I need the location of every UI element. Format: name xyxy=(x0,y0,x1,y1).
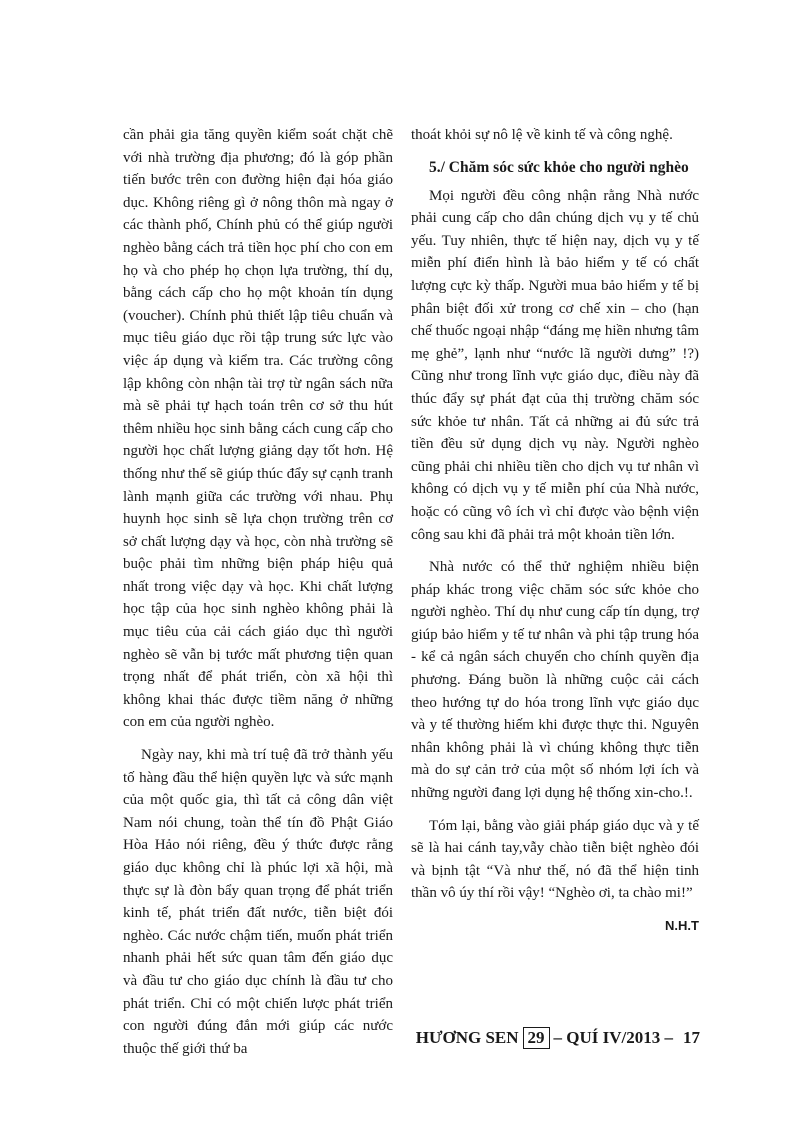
issue-number: 29 xyxy=(523,1027,550,1049)
section-heading: 5./ Chăm sóc sức khỏe cho người nghèo xyxy=(429,158,689,176)
author-signature: N.H.T xyxy=(665,918,699,933)
page-number: 17 xyxy=(683,1028,700,1047)
continuation-paragraph: thoát khỏi sự nô lệ về kinh tế và công nghệ. xyxy=(411,127,673,143)
right-column xyxy=(411,124,699,938)
body-paragraph: Ngày nay, khi mà trí tuệ đã trở thành yếu tố hàng đầu thể hiện quyền lực và sức mạnh của một quốc gia, thì tất cả công dân việt Nam nói chung, toàn thể tín đồ Phật Giáo Hòa Hảo nói riêng, đều ý thức được rằng giáo dục không chỉ là phúc lợi xã hội, mà thực sự là đòn bẩy quan trọng để phát triển kinh tế, phát triển đất nước, tiễn biệt đói nghèo. Các nước chậm tiến, muốn phát triển nhanh phải hết sức quan tâm đến giáo dục và đầu tư cho giáo dục chính là đầu tư cho phát triển. Chỉ có một chiến lược phát triển con người đúng đắn mới giúp các nước thuộc thế giới thứ ba xyxy=(123,747,393,1057)
body-paragraph: Tóm lại, bằng vào giải pháp giáo dục và y tế sẽ là hai cánh tay,vẫy chào tiễn biệt nghèo đói và bịnh tật “Và như thế, nó đã thể hiện tinh thần vô úy thí rồi vậy! “Nghèo ơi, ta chào mi!” xyxy=(411,817,699,902)
body-paragraph: Mọi người đều công nhận rằng Nhà nước phải cung cấp cho dân chúng dịch vụ y tế chủ yếu. Tuy nhiên, thực tế hiện nay, dịch vụ y tế miễn phí điển hình là bảo hiểm y tế có chất lượng cực kỳ thấp. Người mua bảo hiểm y tế bị phân biệt đối xử trong cơ chế xin – cho (hạn chế thuốc ngoại nhập “đáng mẹ hiền nhưng tâm mẹ ghẻ”, lạnh như “nước lã người dưng” !?) Cũng như trong lĩnh vực giáo dục, điều này đã thúc đẩy sự phát đạt của thị trường chăm sóc sức khỏe tư nhân. Tất cả những ai đủ sức trả tiền đều sử dụng dịch vụ này. Người nghèo cũng phải chi nhiều tiền cho dịch vụ tư nhân vì không có dịch vụ y tế miễn phí của Nhà nước, hoặc có cũng vô ích vì chỉ được vào bệnh viện công sau khi đã phải trả một khoản tiền lớn. xyxy=(411,187,699,543)
left-column xyxy=(123,124,393,1070)
body-paragraph: Nhà nước có thể thử nghiệm nhiều biện pháp khác trong việc chăm sóc sức khỏe cho người nghèo. Thí dụ như cung cấp tín dụng, trợ giúp bảo hiểm y tế tư nhân và phi tập trung hóa - kể cả ngân sách chuyển cho chính quyền địa phương. Đáng buồn là những cuộc cải cách theo hướng tự do hóa trong lĩnh vực giáo dục và y tế thường hiếm khi được thực thi. Nguyên nhân không phải là vì chúng không thực tiễn mà do sự cản trở của một số nhóm lợi ích và những người đang lợi dụng hệ thống xin-cho.!. xyxy=(411,559,699,802)
issue-quarter: – QUÍ IV/2013 – xyxy=(553,1028,673,1047)
page-footer xyxy=(415,1027,700,1049)
magazine-name: HƯƠNG SEN xyxy=(415,1028,519,1047)
body-paragraph: cần phải gia tăng quyền kiểm soát chặt chẽ với nhà trường địa phương; đó là góp phần tiến bước trên con đường hiện đại hóa giáo dục. Không riêng gì ở nông thôn mà ngay ở các thành phố, Chính phủ có thể giúp người nghèo bằng cách trả tiền học phí cho con em họ và cho phép họ chọn lựa trường, thí dụ, bằng cách cấp cho họ một khoản tín dụng (voucher). Chính phủ thiết lập tiêu chuẩn và mục tiêu giáo dục rồi tập trung sức lực vào việc áp dụng và kiểm tra. Các trường công lập không còn nhận tài trợ từ ngân sách nữa mà sẽ phải tự hạch toán trên cơ sở thu hút thêm nhiều học sinh bằng cách cung cấp cho người học chất lượng giảng dạy tốt hơn. Hệ thống như thế sẽ giúp thúc đẩy sự cạnh tranh lành mạnh giữa các trường với nhau. Phụ huynh học sinh sẽ lựa chọn trường trên cơ sở chất lượng dạy và học, còn nhà trường sẽ buộc phải tìm những biện pháp hiệu quả nhất trong việc dạy và học. Khi chất lượng học tập của học sinh nghèo không phải là mục tiêu của cải cách giáo dục thì người nghèo sẽ vẫn bị tước mất phương tiện quan trọng nhất để phát triển, còn xã hội thì không khai thác được tiềm năng ở những con em của người nghèo. xyxy=(123,127,393,731)
